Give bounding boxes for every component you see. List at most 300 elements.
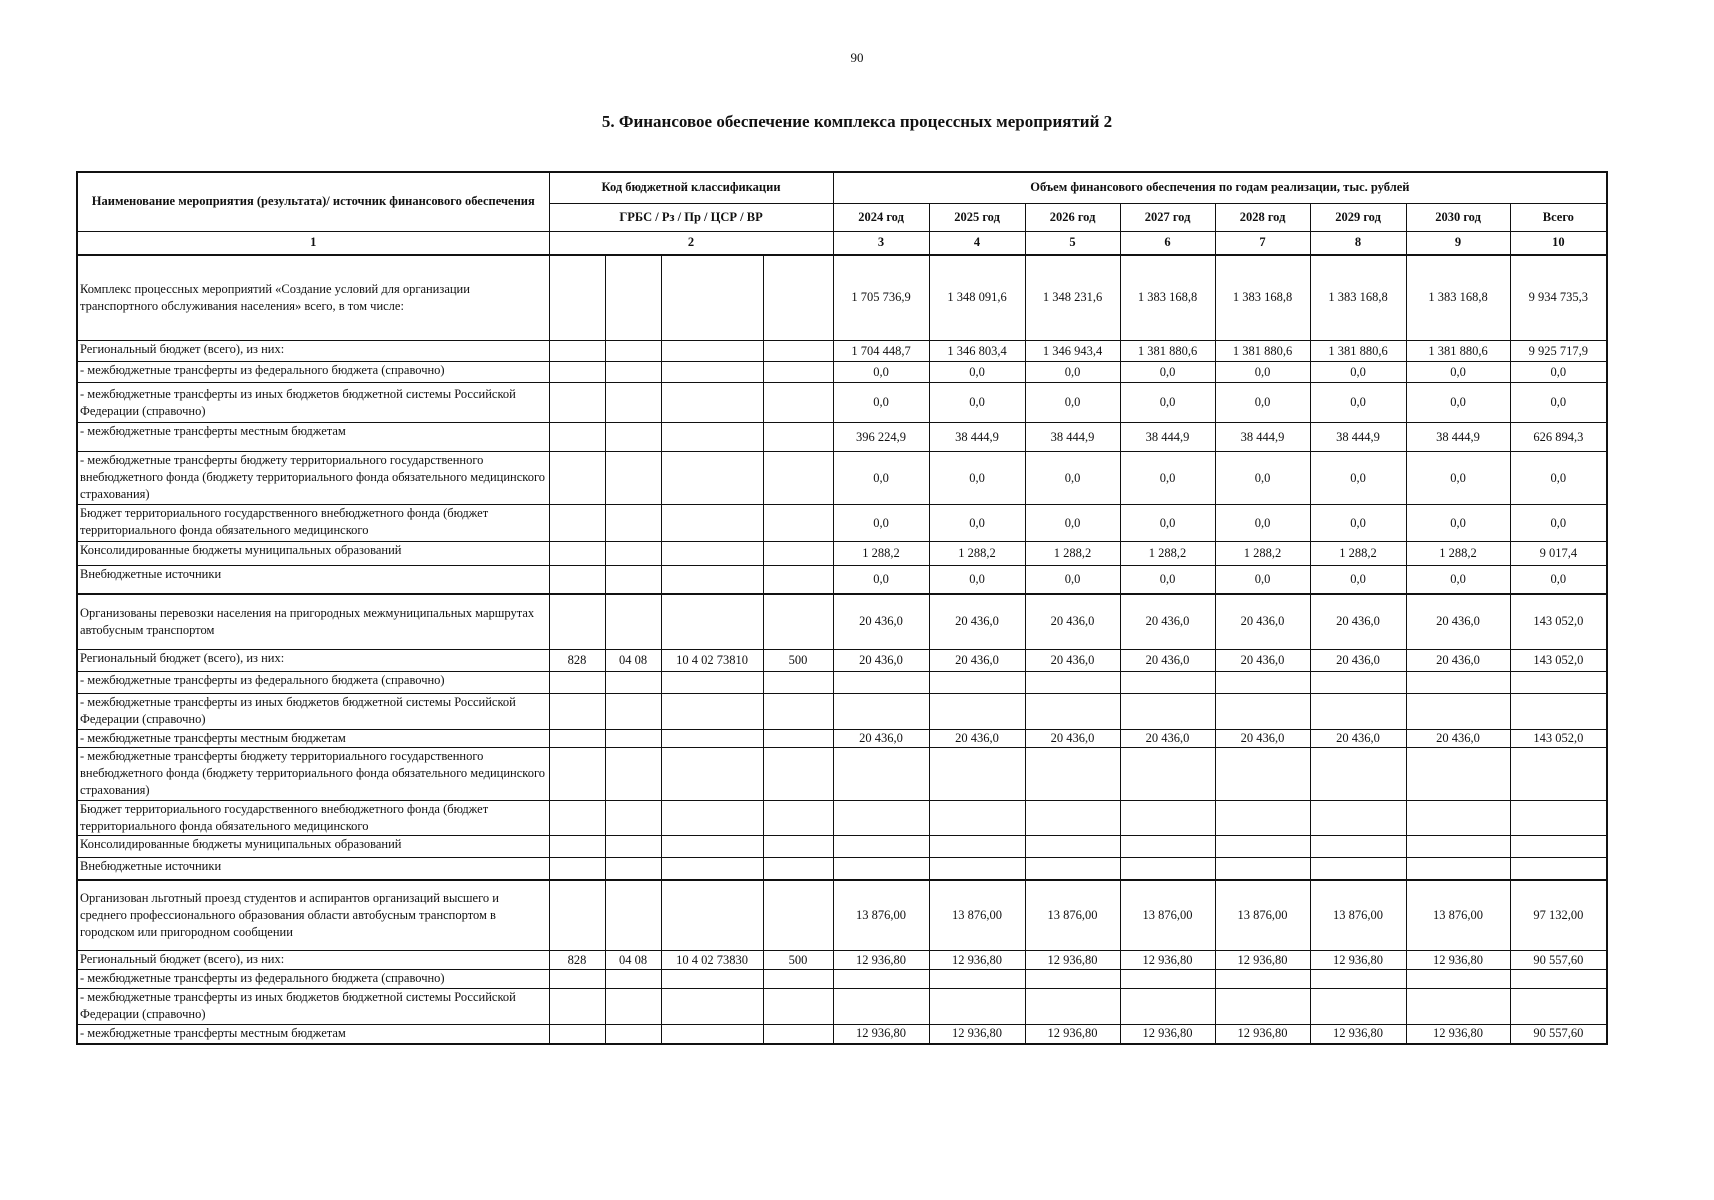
code-grbs [549,1025,605,1044]
page-number: 90 [850,50,864,65]
code-csr [661,989,763,1025]
value-year: 12 936,80 [1310,1025,1406,1044]
value-year [1120,748,1215,801]
code-csr: 10 4 02 73830 [661,951,763,970]
code-csr [661,594,763,650]
code-rz-pr [605,255,661,341]
code-grbs: 828 [549,951,605,970]
column-number: 10 [1510,231,1607,255]
value-total: 143 052,0 [1510,730,1607,748]
section-title: 5. Финансовое обеспечение комплекса процессных мероприятий 2 [601,112,1113,131]
row-name: Внебюджетные источники [77,858,549,880]
code-csr [661,730,763,748]
value-year [929,989,1025,1025]
value-year: 0,0 [1310,505,1406,542]
table-row [77,542,1607,566]
value-year: 1 288,2 [833,542,929,566]
value-total: 90 557,60 [1510,1025,1607,1044]
code-csr [661,505,763,542]
value-year: 1 705 736,9 [833,255,929,341]
code-vr [763,1025,833,1044]
value-year: 0,0 [1215,452,1310,505]
value-total: 143 052,0 [1510,594,1607,650]
value-year [1406,694,1510,730]
value-total [1510,989,1607,1025]
value-year [1215,836,1310,858]
code-csr [661,341,763,362]
code-grbs [549,423,605,452]
value-year: 20 436,0 [833,650,929,672]
value-year [1025,858,1120,880]
code-rz-pr [605,383,661,423]
code-grbs [549,970,605,989]
value-year: 0,0 [1406,452,1510,505]
value-year: 12 936,80 [1215,951,1310,970]
header-year: 2029 год [1310,203,1406,231]
row-name: Региональный бюджет (всего), из них: [77,650,549,672]
code-grbs [549,880,605,951]
code-vr [763,383,833,423]
table-row [77,801,1607,836]
value-year: 13 876,00 [1310,880,1406,951]
value-year: 1 383 168,8 [1406,255,1510,341]
value-year [1025,970,1120,989]
code-rz-pr [605,989,661,1025]
value-year: 20 436,0 [1310,650,1406,672]
value-year: 20 436,0 [1025,730,1120,748]
code-csr [661,452,763,505]
value-year: 13 876,00 [1406,880,1510,951]
table-row [77,594,1607,650]
value-year [1025,836,1120,858]
code-vr [763,989,833,1025]
value-year [1215,672,1310,694]
code-rz-pr [605,694,661,730]
code-grbs [549,255,605,341]
code-vr [763,730,833,748]
value-year: 20 436,0 [1025,594,1120,650]
row-name: - межбюджетные трансферты из федерального бюджета (справочно) [77,362,549,383]
value-year: 12 936,80 [833,1025,929,1044]
value-year: 0,0 [1310,452,1406,505]
code-grbs [549,748,605,801]
value-year: 20 436,0 [1120,730,1215,748]
value-year: 38 444,9 [1310,423,1406,452]
value-year [1120,858,1215,880]
value-year: 1 288,2 [1120,542,1215,566]
row-name: Внебюджетные источники [77,566,549,594]
code-csr [661,672,763,694]
value-year: 38 444,9 [1120,423,1215,452]
value-year: 1 288,2 [1025,542,1120,566]
code-rz-pr [605,452,661,505]
table-row [77,452,1607,505]
header-year: 2030 год [1406,203,1510,231]
value-year: 396 224,9 [833,423,929,452]
value-year [833,836,929,858]
value-year: 12 936,80 [833,951,929,970]
value-year: 1 383 168,8 [1215,255,1310,341]
code-grbs [549,566,605,594]
value-year: 0,0 [1406,566,1510,594]
value-year [1215,858,1310,880]
value-year [833,748,929,801]
code-grbs [549,672,605,694]
value-year: 0,0 [1406,505,1510,542]
row-name: - межбюджетные трансферты из федерального бюджета (справочно) [77,970,549,989]
value-year: 0,0 [1406,362,1510,383]
column-number: 9 [1406,231,1510,255]
value-year [1025,801,1120,836]
value-year [1120,672,1215,694]
value-year [1120,970,1215,989]
value-total [1510,801,1607,836]
value-year [1310,989,1406,1025]
value-total [1510,748,1607,801]
value-year: 0,0 [1120,566,1215,594]
value-year: 20 436,0 [1025,650,1120,672]
code-csr [661,970,763,989]
code-rz-pr [605,880,661,951]
value-year: 12 936,80 [1215,1025,1310,1044]
value-year [833,989,929,1025]
value-year [1120,989,1215,1025]
header-year: 2025 год [929,203,1025,231]
row-name: - межбюджетные трансферты бюджету территориального государственного внебюджетного фонда (бюджету территориального фонда обязательного медицинского страхования) [77,748,549,801]
value-year: 0,0 [1215,566,1310,594]
value-year: 0,0 [833,452,929,505]
code-grbs [549,594,605,650]
value-year: 13 876,00 [1025,880,1120,951]
value-total: 626 894,3 [1510,423,1607,452]
value-year: 13 876,00 [1120,880,1215,951]
value-year: 0,0 [833,362,929,383]
column-number: 3 [833,231,929,255]
value-year: 20 436,0 [1406,730,1510,748]
header-year: 2026 год [1025,203,1120,231]
table-row [77,650,1607,672]
code-rz-pr: 04 08 [605,650,661,672]
row-name: - межбюджетные трансферты из иных бюджетов бюджетной системы Российской Федерации (справочно) [77,383,549,423]
value-year: 12 936,80 [1406,951,1510,970]
table-row [77,730,1607,748]
table-row [77,505,1607,542]
header-year: 2024 год [833,203,929,231]
value-year: 20 436,0 [929,730,1025,748]
code-csr [661,858,763,880]
value-year [1310,672,1406,694]
row-name: Организованы перевозки населения на пригородных межмуниципальных маршрутах автобусным транспортом [77,594,549,650]
value-total: 90 557,60 [1510,951,1607,970]
value-year: 0,0 [1025,383,1120,423]
code-csr [661,836,763,858]
column-number: 7 [1215,231,1310,255]
value-year: 0,0 [1120,362,1215,383]
value-year [929,801,1025,836]
value-year [1310,836,1406,858]
code-grbs [549,989,605,1025]
value-year: 12 936,80 [1406,1025,1510,1044]
value-year [1120,694,1215,730]
value-year [1215,970,1310,989]
value-year: 0,0 [1215,505,1310,542]
table-row [77,423,1607,452]
code-csr [661,694,763,730]
value-year: 0,0 [1120,505,1215,542]
code-rz-pr [605,970,661,989]
code-grbs [549,383,605,423]
code-rz-pr [605,748,661,801]
value-year [1215,801,1310,836]
value-year: 13 876,00 [833,880,929,951]
code-vr [763,255,833,341]
value-year [1310,858,1406,880]
value-year: 1 346 943,4 [1025,341,1120,362]
value-year [929,748,1025,801]
code-csr [661,362,763,383]
code-grbs [549,505,605,542]
code-rz-pr [605,1025,661,1044]
value-total: 0,0 [1510,505,1607,542]
value-year [1025,748,1120,801]
value-year [1310,694,1406,730]
row-name: Региональный бюджет (всего), из них: [77,341,549,362]
value-year: 12 936,80 [929,951,1025,970]
value-year [1025,694,1120,730]
value-year: 0,0 [833,505,929,542]
value-year: 38 444,9 [929,423,1025,452]
value-year [833,694,929,730]
value-year [833,858,929,880]
code-vr [763,858,833,880]
value-year [929,672,1025,694]
code-csr [661,423,763,452]
header-year: 2027 год [1120,203,1215,231]
code-csr [661,255,763,341]
value-year: 12 936,80 [1120,951,1215,970]
value-year: 0,0 [1120,452,1215,505]
value-year [1215,748,1310,801]
code-vr [763,566,833,594]
code-grbs [549,542,605,566]
value-year: 0,0 [1310,383,1406,423]
value-year [1215,694,1310,730]
code-csr [661,748,763,801]
row-name: - межбюджетные трансферты из иных бюджетов бюджетной системы Российской Федерации (справочно) [77,989,549,1025]
value-year [833,801,929,836]
code-vr [763,542,833,566]
value-total: 0,0 [1510,362,1607,383]
value-year: 0,0 [1025,566,1120,594]
row-name: Бюджет территориального государственного внебюджетного фонда (бюджет территориального фонда обязательного медицинского [77,505,549,542]
code-vr [763,880,833,951]
table-row [77,880,1607,951]
value-year: 38 444,9 [1406,423,1510,452]
header-code-subtitle: ГРБС / Рз / Пр / ЦСР / ВР [549,203,833,231]
value-year: 12 936,80 [1025,1025,1120,1044]
value-total: 9 934 735,3 [1510,255,1607,341]
value-year [1310,748,1406,801]
value-year: 0,0 [833,566,929,594]
code-rz-pr [605,594,661,650]
value-total [1510,970,1607,989]
value-total: 0,0 [1510,566,1607,594]
code-grbs [549,694,605,730]
value-year: 20 436,0 [1310,594,1406,650]
value-year [1215,989,1310,1025]
value-year: 12 936,80 [1310,951,1406,970]
code-csr: 10 4 02 73810 [661,650,763,672]
value-year: 38 444,9 [1215,423,1310,452]
value-year: 1 348 091,6 [929,255,1025,341]
code-grbs: 828 [549,650,605,672]
value-year: 0,0 [1406,383,1510,423]
value-year: 20 436,0 [929,650,1025,672]
code-grbs [549,858,605,880]
value-year: 38 444,9 [1025,423,1120,452]
value-year: 20 436,0 [929,594,1025,650]
code-vr [763,362,833,383]
table-row [77,951,1607,970]
code-rz-pr: 04 08 [605,951,661,970]
value-year: 12 936,80 [929,1025,1025,1044]
row-name: - межбюджетные трансферты из федерального бюджета (справочно) [77,672,549,694]
header-year: 2028 год [1215,203,1310,231]
value-year: 20 436,0 [1406,594,1510,650]
table-row [77,672,1607,694]
code-rz-pr [605,362,661,383]
value-year: 0,0 [929,362,1025,383]
value-total: 9 017,4 [1510,542,1607,566]
value-year [1406,989,1510,1025]
value-year [833,672,929,694]
row-name: - межбюджетные трансферты из иных бюджетов бюджетной системы Российской Федерации (справочно) [77,694,549,730]
table-row [77,362,1607,383]
code-vr [763,801,833,836]
table-row [77,970,1607,989]
code-rz-pr [605,566,661,594]
value-year: 20 436,0 [833,730,929,748]
value-total: 0,0 [1510,383,1607,423]
value-year [1406,801,1510,836]
code-csr [661,542,763,566]
value-year: 20 436,0 [1310,730,1406,748]
value-year: 0,0 [1025,362,1120,383]
value-year: 1 288,2 [1406,542,1510,566]
code-rz-pr [605,542,661,566]
code-vr [763,970,833,989]
header-code-group: Код бюджетной классификации [549,172,833,203]
code-rz-pr [605,672,661,694]
value-year: 0,0 [1120,383,1215,423]
value-year: 20 436,0 [833,594,929,650]
table-row [77,748,1607,801]
value-year: 1 381 880,6 [1215,341,1310,362]
value-year: 1 381 880,6 [1310,341,1406,362]
code-vr [763,748,833,801]
code-rz-pr [605,423,661,452]
value-year: 1 381 880,6 [1406,341,1510,362]
table-row [77,694,1607,730]
row-name: - межбюджетные трансферты местным бюджетам [77,730,549,748]
value-year [1406,836,1510,858]
value-year [929,970,1025,989]
code-grbs [549,836,605,858]
value-year: 20 436,0 [1215,650,1310,672]
row-name: Комплекс процессных мероприятий «Создание условий для организации транспортного обслуживания населения» всего, в том числе: [77,255,549,341]
code-rz-pr [605,858,661,880]
code-vr [763,505,833,542]
value-year: 20 436,0 [1120,650,1215,672]
code-csr [661,880,763,951]
code-csr [661,566,763,594]
table-row [77,989,1607,1025]
column-number: 1 [77,231,549,255]
value-total [1510,694,1607,730]
code-rz-pr [605,341,661,362]
code-vr: 500 [763,951,833,970]
value-year: 1 704 448,7 [833,341,929,362]
code-rz-pr [605,730,661,748]
value-year [1310,801,1406,836]
value-total: 0,0 [1510,452,1607,505]
value-year [1120,801,1215,836]
value-total: 97 132,00 [1510,880,1607,951]
code-rz-pr [605,801,661,836]
value-year: 0,0 [1025,505,1120,542]
table-row [77,1025,1607,1044]
table-row [77,383,1607,423]
value-year [929,836,1025,858]
code-vr [763,423,833,452]
code-vr: 500 [763,650,833,672]
value-year: 0,0 [1310,362,1406,383]
value-year: 0,0 [1215,362,1310,383]
value-year: 1 383 168,8 [1120,255,1215,341]
row-name: - межбюджетные трансферты бюджету территориального государственного внебюджетного фонда (бюджету территориального фонда обязательного медицинского страхования) [77,452,549,505]
code-vr [763,694,833,730]
value-year: 20 436,0 [1120,594,1215,650]
table-row [77,566,1607,594]
code-grbs [549,362,605,383]
value-total: 9 925 717,9 [1510,341,1607,362]
value-year [1025,989,1120,1025]
code-vr [763,672,833,694]
value-year: 0,0 [1025,452,1120,505]
table-body [77,255,1607,1044]
value-total: 143 052,0 [1510,650,1607,672]
code-csr [661,1025,763,1044]
header-total: Всего [1510,203,1607,231]
code-vr [763,341,833,362]
code-vr [763,594,833,650]
value-year [833,970,929,989]
value-total [1510,672,1607,694]
column-number: 5 [1025,231,1120,255]
value-year: 20 436,0 [1215,594,1310,650]
value-year: 0,0 [1215,383,1310,423]
value-year: 1 346 803,4 [929,341,1025,362]
value-year: 1 381 880,6 [1120,341,1215,362]
row-name: Консолидированные бюджеты муниципальных образований [77,542,549,566]
value-year [929,694,1025,730]
row-name: - межбюджетные трансферты местным бюджетам [77,423,549,452]
value-year: 13 876,00 [1215,880,1310,951]
column-number: 2 [549,231,833,255]
column-number: 4 [929,231,1025,255]
header-name-column: Наименование мероприятия (результата)/ источник финансового обеспечения [77,172,549,231]
row-name: Региональный бюджет (всего), из них: [77,951,549,970]
